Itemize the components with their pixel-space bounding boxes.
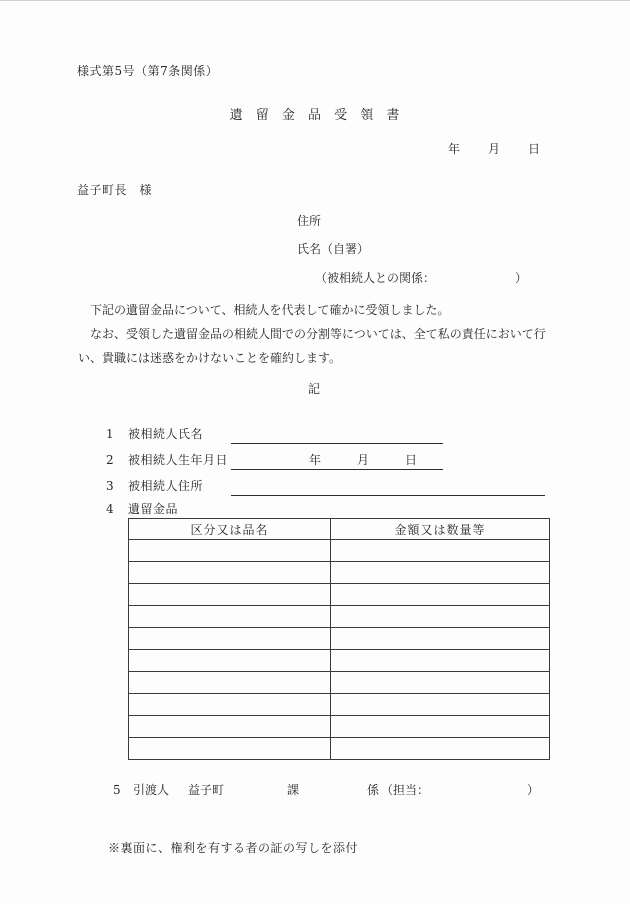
goods-table-row (129, 738, 550, 760)
item-number: 1 (106, 427, 114, 441)
goods-table-empty-cell (331, 650, 550, 672)
goods-table-header-amount: 金額又は数量等 (331, 519, 550, 540)
goods-table-row (129, 540, 550, 562)
record-heading: 記 (307, 382, 322, 396)
goods-table-empty-cell (129, 738, 331, 760)
goods-table-row (129, 672, 550, 694)
relation-prefix: （被相続人との関係： (315, 271, 436, 285)
goods-table-empty-cell (129, 716, 331, 738)
handover-label: 引渡人 (133, 783, 170, 797)
goods-table-empty-cell (331, 584, 550, 606)
handover-section-suffix: 課 (287, 783, 300, 797)
goods-table-empty-cell (129, 606, 331, 628)
goods-table-empty-cell (331, 716, 550, 738)
footnote: ※裏面に、権利を有する者の証の写しを添付 (108, 841, 359, 855)
form-number: 様式第5号（第7条関係） (77, 64, 219, 78)
record-item-deceased-address (0, 477, 630, 497)
addressee: 益子町長 様 (77, 183, 153, 197)
handover-town: 益子町 (188, 783, 225, 797)
goods-table-row (129, 650, 550, 672)
goods-table-empty-cell (331, 540, 550, 562)
document-title: 遺 留 金 品 受 領 書 (229, 108, 401, 123)
item-number: 3 (106, 479, 114, 493)
goods-table-row (129, 716, 550, 738)
birthdate-day-label: 日 (405, 453, 418, 467)
item-number: 4 (106, 502, 114, 516)
item-label: 被相続人生年月日 (128, 453, 229, 467)
goods-table-empty-cell (331, 672, 550, 694)
item-label: 被相続人氏名 (128, 427, 204, 441)
signer-address-label: 住所 (297, 214, 322, 228)
goods-table-empty-cell (129, 584, 331, 606)
body-text (78, 298, 553, 370)
goods-table-row (129, 562, 550, 584)
fill-in-line-deceased-name (231, 425, 443, 444)
goods-table-row (129, 694, 550, 716)
goods-table-empty-cell (129, 672, 331, 694)
goods-table-empty-cell (331, 628, 550, 650)
body-paragraph: なお、受領した遺留金品の相続人間での分割等については、全て私の責任において行い、貴職には迷惑をかけないことを確約します。 (78, 327, 546, 365)
goods-table-empty-cell (331, 738, 550, 760)
fill-in-line-deceased-address (231, 477, 545, 496)
date-year-label: 年 (448, 142, 461, 156)
goods-table-row (129, 606, 550, 628)
goods-table-row (129, 628, 550, 650)
date-line (448, 140, 540, 157)
item-number: 2 (106, 453, 114, 467)
item-number: 5 (113, 783, 121, 797)
goods-table-header-row (129, 519, 550, 540)
item-label: 被相続人住所 (128, 479, 204, 493)
goods-table-body (129, 540, 550, 760)
goods-table (128, 518, 550, 760)
goods-table-empty-cell (331, 694, 550, 716)
relation-line (315, 269, 527, 286)
goods-table-empty-cell (331, 606, 550, 628)
goods-table-empty-cell (331, 562, 550, 584)
fill-in-line-birthdate (231, 451, 443, 470)
birthdate-year-label: 年 (309, 453, 322, 467)
signer-name-label: 氏名（自署） (297, 242, 370, 256)
goods-table-empty-cell (129, 628, 331, 650)
goods-table-empty-cell (129, 694, 331, 716)
goods-table-empty-cell (129, 562, 331, 584)
goods-table-header-category: 区分又は品名 (129, 519, 331, 540)
record-item-deceased-birthdate (0, 451, 630, 471)
handover-staff-prefix: （担当： (381, 783, 430, 797)
date-day-label: 日 (528, 142, 541, 156)
goods-table-row (129, 584, 550, 606)
goods-table-empty-cell (129, 540, 331, 562)
handover-line (0, 780, 630, 800)
handover-close-paren: ） (527, 783, 540, 797)
birthdate-month-label: 月 (357, 453, 370, 467)
record-item-goods (0, 500, 630, 520)
goods-table-empty-cell (129, 650, 331, 672)
relation-close-paren: ） (514, 271, 527, 285)
date-month-label: 月 (488, 142, 501, 156)
body-paragraph: 下記の遺留金品について、相続人を代表して確かに受領しました。 (90, 303, 450, 317)
record-item-deceased-name (0, 425, 630, 445)
handover-unit-suffix: 係 (367, 783, 380, 797)
item-label: 遺留金品 (128, 502, 179, 516)
